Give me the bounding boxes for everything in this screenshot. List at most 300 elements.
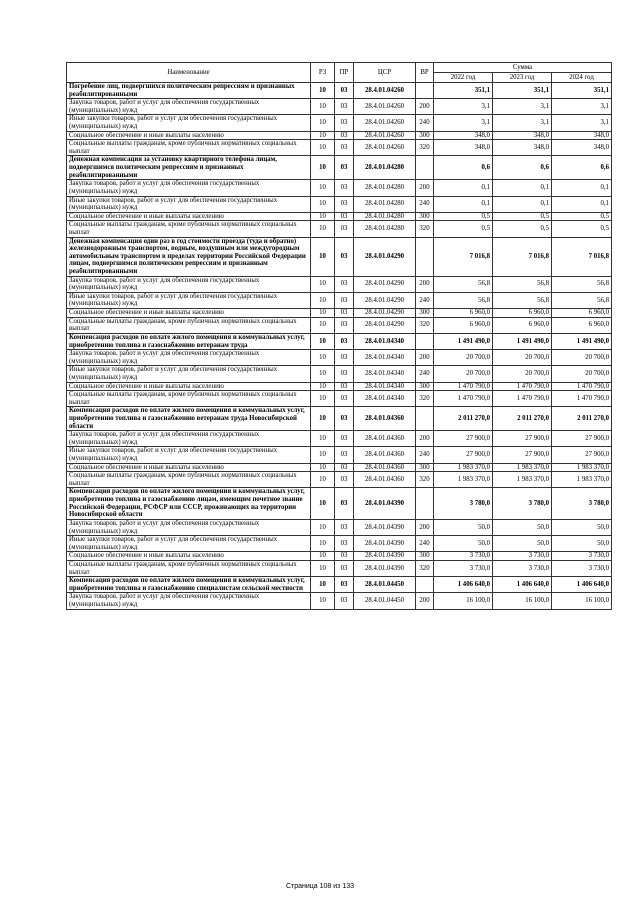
cell-2023: 50,0 bbox=[493, 536, 552, 552]
cell-2023: 20 700,0 bbox=[493, 366, 552, 382]
cell-2023: 0,5 bbox=[493, 212, 552, 221]
cell-name: Социальное обеспечение и иные выплаты населению bbox=[67, 552, 311, 561]
cell-csr: 28.4.01.04280 bbox=[354, 180, 416, 196]
cell-2023: 1 470 790,0 bbox=[493, 382, 552, 391]
cell-2024: 348,0 bbox=[552, 140, 612, 156]
cell-csr: 28.4.01.04360 bbox=[354, 431, 416, 447]
cell-2022: 0,1 bbox=[434, 196, 493, 212]
cell-csr: 28.4.01.04360 bbox=[354, 407, 416, 431]
cell-vr: 240 bbox=[416, 447, 434, 463]
cell-vr: 240 bbox=[416, 196, 434, 212]
table-row bbox=[67, 317, 612, 333]
cell-name: Закупка товаров, работ и услуг для обеспечения государственных (муниципальных) нужд bbox=[67, 519, 311, 535]
cell-csr: 28.4.01.04260 bbox=[354, 99, 416, 115]
cell-2024: 1 470 790,0 bbox=[552, 391, 612, 407]
cell-pr: 03 bbox=[335, 472, 354, 488]
cell-2022: 3,1 bbox=[434, 99, 493, 115]
cell-rz: 10 bbox=[311, 472, 335, 488]
cell-vr: 300 bbox=[416, 309, 434, 318]
table-row bbox=[67, 519, 612, 535]
cell-pr: 03 bbox=[335, 333, 354, 349]
cell-2023: 27 900,0 bbox=[493, 431, 552, 447]
cell-pr: 03 bbox=[335, 317, 354, 333]
cell-2022: 27 900,0 bbox=[434, 431, 493, 447]
cell-2022: 1 491 490,0 bbox=[434, 333, 493, 349]
cell-2023: 3,1 bbox=[493, 115, 552, 131]
cell-pr: 03 bbox=[335, 237, 354, 276]
cell-2023: 1 983 370,0 bbox=[493, 472, 552, 488]
header-sum: Сумма bbox=[434, 63, 612, 73]
cell-pr: 03 bbox=[335, 83, 354, 99]
cell-vr: 320 bbox=[416, 391, 434, 407]
cell-rz: 10 bbox=[311, 99, 335, 115]
cell-csr: 28.4.01.04390 bbox=[354, 552, 416, 561]
cell-csr: 28.4.01.04260 bbox=[354, 140, 416, 156]
header-csr: ЦСР bbox=[354, 63, 416, 83]
table-row bbox=[67, 115, 612, 131]
cell-csr: 28.4.01.04260 bbox=[354, 131, 416, 140]
cell-pr: 03 bbox=[335, 593, 354, 609]
cell-2022: 3,1 bbox=[434, 115, 493, 131]
cell-2023: 6 960,0 bbox=[493, 309, 552, 318]
cell-2023: 3 780,0 bbox=[493, 488, 552, 519]
cell-2023: 1 406 640,0 bbox=[493, 577, 552, 593]
cell-name: Компенсация расходов по оплате жилого помещения и коммунальных услуг, приобретению топлива и газоснабжению ветеранам труда Новосибирской области bbox=[67, 407, 311, 431]
table-row bbox=[67, 276, 612, 292]
header-rz: РЗ bbox=[311, 63, 335, 83]
cell-csr: 28.4.01.04450 bbox=[354, 577, 416, 593]
cell-csr: 28.4.01.04390 bbox=[354, 519, 416, 535]
cell-name: Социальные выплаты гражданам, кроме публичных нормативных социальных выплат bbox=[67, 140, 311, 156]
cell-name: Компенсация расходов по оплате жилого помещения и коммунальных услуг, приобретению топлива и газоснабжению специалистам сельской местности bbox=[67, 577, 311, 593]
cell-2023: 27 900,0 bbox=[493, 447, 552, 463]
cell-name: Погребение лиц, подвергшихся политическим репрессиям и признанных реабилитированными bbox=[67, 83, 311, 99]
budget-table bbox=[66, 62, 612, 610]
cell-csr: 28.4.01.04290 bbox=[354, 309, 416, 318]
cell-rz: 10 bbox=[311, 292, 335, 308]
cell-2022: 27 900,0 bbox=[434, 447, 493, 463]
cell-2022: 50,0 bbox=[434, 536, 493, 552]
table-row bbox=[67, 593, 612, 609]
cell-2024: 6 960,0 bbox=[552, 309, 612, 318]
cell-pr: 03 bbox=[335, 577, 354, 593]
table-row bbox=[67, 221, 612, 237]
cell-2023: 2 011 270,0 bbox=[493, 407, 552, 431]
cell-2023: 1 983 370,0 bbox=[493, 463, 552, 472]
cell-csr: 28.4.01.04390 bbox=[354, 536, 416, 552]
cell-pr: 03 bbox=[335, 391, 354, 407]
table-row bbox=[67, 536, 612, 552]
cell-2024: 50,0 bbox=[552, 519, 612, 535]
cell-csr: 28.4.01.04260 bbox=[354, 83, 416, 99]
cell-csr: 28.4.01.04360 bbox=[354, 447, 416, 463]
cell-2023: 348,0 bbox=[493, 140, 552, 156]
table-row-section bbox=[67, 407, 612, 431]
cell-pr: 03 bbox=[335, 447, 354, 463]
cell-rz: 10 bbox=[311, 593, 335, 609]
cell-vr: 320 bbox=[416, 140, 434, 156]
cell-name: Социальные выплаты гражданам, кроме публичных нормативных социальных выплат bbox=[67, 560, 311, 576]
cell-rz: 10 bbox=[311, 391, 335, 407]
cell-vr: 200 bbox=[416, 519, 434, 535]
cell-name: Социальное обеспечение и иные выплаты населению bbox=[67, 131, 311, 140]
cell-vr bbox=[416, 237, 434, 276]
cell-2024: 348,0 bbox=[552, 131, 612, 140]
cell-vr: 240 bbox=[416, 366, 434, 382]
cell-pr: 03 bbox=[335, 350, 354, 366]
cell-2023: 3 730,0 bbox=[493, 552, 552, 561]
table-row-section bbox=[67, 83, 612, 99]
cell-rz: 10 bbox=[311, 309, 335, 318]
table-row-section bbox=[67, 237, 612, 276]
cell-2024: 27 900,0 bbox=[552, 431, 612, 447]
table-row bbox=[67, 131, 612, 140]
cell-rz: 10 bbox=[311, 115, 335, 131]
cell-2024: 3 730,0 bbox=[552, 552, 612, 561]
cell-2024: 1 983 370,0 bbox=[552, 463, 612, 472]
cell-rz: 10 bbox=[311, 131, 335, 140]
cell-2024: 1 491 490,0 bbox=[552, 333, 612, 349]
cell-vr: 300 bbox=[416, 131, 434, 140]
cell-csr: 28.4.01.04280 bbox=[354, 212, 416, 221]
cell-2022: 1 983 370,0 bbox=[434, 472, 493, 488]
cell-rz: 10 bbox=[311, 560, 335, 576]
cell-2023: 16 100,0 bbox=[493, 593, 552, 609]
cell-2022: 20 700,0 bbox=[434, 366, 493, 382]
cell-2022: 351,1 bbox=[434, 83, 493, 99]
cell-rz: 10 bbox=[311, 577, 335, 593]
cell-csr: 28.4.01.04390 bbox=[354, 560, 416, 576]
cell-2023: 0,5 bbox=[493, 221, 552, 237]
cell-2023: 1 491 490,0 bbox=[493, 333, 552, 349]
cell-pr: 03 bbox=[335, 488, 354, 519]
cell-rz: 10 bbox=[311, 140, 335, 156]
cell-2023: 56,8 bbox=[493, 276, 552, 292]
cell-vr: 200 bbox=[416, 593, 434, 609]
cell-vr: 200 bbox=[416, 180, 434, 196]
cell-name: Закупка товаров, работ и услуг для обеспечения государственных (муниципальных) нужд bbox=[67, 180, 311, 196]
cell-csr: 28.4.01.04360 bbox=[354, 472, 416, 488]
cell-vr bbox=[416, 407, 434, 431]
cell-rz: 10 bbox=[311, 407, 335, 431]
cell-rz: 10 bbox=[311, 317, 335, 333]
cell-csr: 28.4.01.04360 bbox=[354, 463, 416, 472]
cell-2023: 6 960,0 bbox=[493, 317, 552, 333]
cell-2024: 1 983 370,0 bbox=[552, 472, 612, 488]
cell-2023: 351,1 bbox=[493, 83, 552, 99]
cell-2022: 6 960,0 bbox=[434, 309, 493, 318]
cell-name: Иные закупки товаров, работ и услуг для обеспечения государственных (муниципальных) нужд bbox=[67, 536, 311, 552]
table-row bbox=[67, 560, 612, 576]
cell-pr: 03 bbox=[335, 560, 354, 576]
cell-2022: 3 780,0 bbox=[434, 488, 493, 519]
cell-pr: 03 bbox=[335, 292, 354, 308]
cell-pr: 03 bbox=[335, 463, 354, 472]
cell-rz: 10 bbox=[311, 180, 335, 196]
cell-csr: 28.4.01.04280 bbox=[354, 196, 416, 212]
cell-2023: 50,0 bbox=[493, 519, 552, 535]
cell-name: Социальные выплаты гражданам, кроме публичных нормативных социальных выплат bbox=[67, 221, 311, 237]
cell-rz: 10 bbox=[311, 536, 335, 552]
table-row bbox=[67, 463, 612, 472]
cell-pr: 03 bbox=[335, 276, 354, 292]
cell-2022: 1 470 790,0 bbox=[434, 391, 493, 407]
cell-name: Социальное обеспечение и иные выплаты населению bbox=[67, 212, 311, 221]
cell-name: Закупка товаров, работ и услуг для обеспечения государственных (муниципальных) нужд bbox=[67, 593, 311, 609]
cell-vr: 200 bbox=[416, 99, 434, 115]
cell-rz: 10 bbox=[311, 156, 335, 180]
table-row bbox=[67, 180, 612, 196]
cell-pr: 03 bbox=[335, 407, 354, 431]
table-row bbox=[67, 472, 612, 488]
cell-vr: 300 bbox=[416, 463, 434, 472]
cell-2024: 3 730,0 bbox=[552, 560, 612, 576]
cell-name: Закупка товаров, работ и услуг для обеспечения государственных (муниципальных) нужд bbox=[67, 431, 311, 447]
cell-pr: 03 bbox=[335, 156, 354, 180]
cell-csr: 28.4.01.04290 bbox=[354, 292, 416, 308]
cell-vr: 320 bbox=[416, 472, 434, 488]
cell-2022: 6 960,0 bbox=[434, 317, 493, 333]
cell-rz: 10 bbox=[311, 221, 335, 237]
cell-2023: 20 700,0 bbox=[493, 350, 552, 366]
table-row bbox=[67, 99, 612, 115]
cell-2024: 50,0 bbox=[552, 536, 612, 552]
cell-pr: 03 bbox=[335, 536, 354, 552]
table-row bbox=[67, 350, 612, 366]
cell-rz: 10 bbox=[311, 463, 335, 472]
cell-vr: 200 bbox=[416, 350, 434, 366]
cell-name: Закупка товаров, работ и услуг для обеспечения государственных (муниципальных) нужд bbox=[67, 276, 311, 292]
cell-vr bbox=[416, 83, 434, 99]
cell-name: Иные закупки товаров, работ и услуг для обеспечения государственных (муниципальных) нужд bbox=[67, 292, 311, 308]
cell-2022: 1 406 640,0 bbox=[434, 577, 493, 593]
cell-vr: 300 bbox=[416, 552, 434, 561]
cell-rz: 10 bbox=[311, 447, 335, 463]
cell-2022: 7 016,8 bbox=[434, 237, 493, 276]
cell-name: Денежная компенсация один раз в год стоимости проезда (туда и обратно) железнодорожным транспортом, водным, воздушным или междугородным автомобильным транспортом в пределах территории Российской Федерации лицам, подвергшимся политическим репрессиям и признанным реабилитированными bbox=[67, 237, 311, 276]
cell-2024: 6 960,0 bbox=[552, 317, 612, 333]
cell-2022: 0,5 bbox=[434, 221, 493, 237]
cell-pr: 03 bbox=[335, 140, 354, 156]
table-row-section bbox=[67, 577, 612, 593]
cell-pr: 03 bbox=[335, 180, 354, 196]
cell-2022: 50,0 bbox=[434, 519, 493, 535]
cell-name: Иные закупки товаров, работ и услуг для обеспечения государственных (муниципальных) нужд bbox=[67, 196, 311, 212]
cell-vr: 240 bbox=[416, 536, 434, 552]
cell-vr: 300 bbox=[416, 212, 434, 221]
cell-pr: 03 bbox=[335, 519, 354, 535]
cell-pr: 03 bbox=[335, 196, 354, 212]
cell-2022: 20 700,0 bbox=[434, 350, 493, 366]
cell-2022: 1 470 790,0 bbox=[434, 382, 493, 391]
header-name: Наименование bbox=[67, 63, 311, 83]
cell-pr: 03 bbox=[335, 212, 354, 221]
header-2023: 2023 год bbox=[493, 73, 552, 83]
cell-2022: 56,8 bbox=[434, 276, 493, 292]
cell-2023: 0,1 bbox=[493, 180, 552, 196]
cell-rz: 10 bbox=[311, 552, 335, 561]
table-row bbox=[67, 212, 612, 221]
cell-pr: 03 bbox=[335, 99, 354, 115]
cell-2024: 1 406 640,0 bbox=[552, 577, 612, 593]
cell-name: Социальное обеспечение и иные выплаты населению bbox=[67, 463, 311, 472]
cell-rz: 10 bbox=[311, 237, 335, 276]
cell-name: Компенсация расходов по оплате жилого помещения и коммунальных услуг, приобретению топлива и газоснабжению ветеранам труда bbox=[67, 333, 311, 349]
cell-pr: 03 bbox=[335, 309, 354, 318]
cell-2024: 20 700,0 bbox=[552, 350, 612, 366]
cell-2024: 56,8 bbox=[552, 276, 612, 292]
cell-pr: 03 bbox=[335, 221, 354, 237]
cell-2024: 27 900,0 bbox=[552, 447, 612, 463]
cell-csr: 28.4.01.04390 bbox=[354, 488, 416, 519]
cell-2023: 0,1 bbox=[493, 196, 552, 212]
cell-pr: 03 bbox=[335, 366, 354, 382]
table-row bbox=[67, 140, 612, 156]
cell-2024: 16 100,0 bbox=[552, 593, 612, 609]
cell-name: Закупка товаров, работ и услуг для обеспечения государственных (муниципальных) нужд bbox=[67, 99, 311, 115]
cell-2022: 1 983 370,0 bbox=[434, 463, 493, 472]
cell-2022: 56,8 bbox=[434, 292, 493, 308]
cell-name: Закупка товаров, работ и услуг для обеспечения государственных (муниципальных) нужд bbox=[67, 350, 311, 366]
cell-rz: 10 bbox=[311, 382, 335, 391]
cell-2024: 0,5 bbox=[552, 212, 612, 221]
cell-name: Социальное обеспечение и иные выплаты населению bbox=[67, 382, 311, 391]
cell-rz: 10 bbox=[311, 333, 335, 349]
cell-2024: 3,1 bbox=[552, 99, 612, 115]
cell-2024: 20 700,0 bbox=[552, 366, 612, 382]
cell-pr: 03 bbox=[335, 382, 354, 391]
cell-rz: 10 bbox=[311, 276, 335, 292]
cell-2024: 0,1 bbox=[552, 180, 612, 196]
table-row bbox=[67, 196, 612, 212]
cell-name: Социальное обеспечение и иные выплаты населению bbox=[67, 309, 311, 318]
cell-pr: 03 bbox=[335, 115, 354, 131]
cell-name: Социальные выплаты гражданам, кроме публичных нормативных социальных выплат bbox=[67, 317, 311, 333]
cell-vr: 300 bbox=[416, 382, 434, 391]
cell-2023: 7 016,8 bbox=[493, 237, 552, 276]
cell-name: Иные закупки товаров, работ и услуг для обеспечения государственных (муниципальных) нужд bbox=[67, 366, 311, 382]
cell-rz: 10 bbox=[311, 350, 335, 366]
cell-2023: 3 730,0 bbox=[493, 560, 552, 576]
cell-pr: 03 bbox=[335, 552, 354, 561]
cell-csr: 28.4.01.04340 bbox=[354, 333, 416, 349]
cell-csr: 28.4.01.04450 bbox=[354, 593, 416, 609]
cell-vr: 240 bbox=[416, 292, 434, 308]
cell-rz: 10 bbox=[311, 431, 335, 447]
cell-csr: 28.4.01.04340 bbox=[354, 382, 416, 391]
cell-name: Социальные выплаты гражданам, кроме публичных нормативных социальных выплат bbox=[67, 391, 311, 407]
cell-vr: 240 bbox=[416, 115, 434, 131]
cell-csr: 28.4.01.04340 bbox=[354, 366, 416, 382]
table-row bbox=[67, 382, 612, 391]
cell-2024: 56,8 bbox=[552, 292, 612, 308]
cell-csr: 28.4.01.04280 bbox=[354, 156, 416, 180]
cell-2022: 0,6 bbox=[434, 156, 493, 180]
cell-vr: 200 bbox=[416, 431, 434, 447]
table-row bbox=[67, 391, 612, 407]
table-row bbox=[67, 309, 612, 318]
cell-vr bbox=[416, 156, 434, 180]
cell-rz: 10 bbox=[311, 83, 335, 99]
table-row-section bbox=[67, 333, 612, 349]
cell-csr: 28.4.01.04340 bbox=[354, 350, 416, 366]
cell-2024: 7 016,8 bbox=[552, 237, 612, 276]
cell-2022: 3 730,0 bbox=[434, 560, 493, 576]
cell-name: Денежная компенсация за установку квартирного телефона лицам, подвергшимся политическим репрессиям и признанных реабилитированными bbox=[67, 156, 311, 180]
cell-2023: 56,8 bbox=[493, 292, 552, 308]
cell-2024: 0,1 bbox=[552, 196, 612, 212]
cell-vr: 320 bbox=[416, 221, 434, 237]
cell-vr bbox=[416, 333, 434, 349]
table-row bbox=[67, 552, 612, 561]
table-row bbox=[67, 292, 612, 308]
cell-2022: 3 730,0 bbox=[434, 552, 493, 561]
cell-vr: 320 bbox=[416, 317, 434, 333]
cell-2022: 2 011 270,0 bbox=[434, 407, 493, 431]
cell-csr: 28.4.01.04340 bbox=[354, 391, 416, 407]
header-pr: ПР bbox=[335, 63, 354, 83]
cell-2024: 2 011 270,0 bbox=[552, 407, 612, 431]
cell-csr: 28.4.01.04260 bbox=[354, 115, 416, 131]
cell-pr: 03 bbox=[335, 131, 354, 140]
cell-vr: 200 bbox=[416, 276, 434, 292]
cell-2024: 3 780,0 bbox=[552, 488, 612, 519]
table-row-section bbox=[67, 488, 612, 519]
header-2022: 2022 год bbox=[434, 73, 493, 83]
cell-2022: 0,1 bbox=[434, 180, 493, 196]
cell-2023: 3,1 bbox=[493, 99, 552, 115]
cell-rz: 10 bbox=[311, 488, 335, 519]
cell-2022: 348,0 bbox=[434, 131, 493, 140]
cell-csr: 28.4.01.04280 bbox=[354, 221, 416, 237]
cell-csr: 28.4.01.04290 bbox=[354, 276, 416, 292]
cell-csr: 28.4.01.04290 bbox=[354, 237, 416, 276]
cell-2024: 0,6 bbox=[552, 156, 612, 180]
cell-2024: 351,1 bbox=[552, 83, 612, 99]
cell-rz: 10 bbox=[311, 196, 335, 212]
cell-name: Иные закупки товаров, работ и услуг для обеспечения государственных (муниципальных) нужд bbox=[67, 115, 311, 131]
cell-rz: 10 bbox=[311, 212, 335, 221]
cell-vr: 320 bbox=[416, 560, 434, 576]
header-2024: 2024 год bbox=[552, 73, 612, 83]
cell-vr bbox=[416, 577, 434, 593]
cell-2024: 3,1 bbox=[552, 115, 612, 131]
cell-vr bbox=[416, 488, 434, 519]
table-row bbox=[67, 366, 612, 382]
cell-2024: 1 470 790,0 bbox=[552, 382, 612, 391]
table-row bbox=[67, 447, 612, 463]
cell-name: Социальные выплаты гражданам, кроме публичных нормативных социальных выплат bbox=[67, 472, 311, 488]
cell-2024: 0,5 bbox=[552, 221, 612, 237]
page-number: Страница 108 из 133 bbox=[285, 883, 355, 890]
cell-2023: 1 470 790,0 bbox=[493, 391, 552, 407]
table-body bbox=[67, 83, 612, 610]
cell-name: Иные закупки товаров, работ и услуг для обеспечения государственных (муниципальных) нужд bbox=[67, 447, 311, 463]
cell-2023: 348,0 bbox=[493, 131, 552, 140]
cell-2023: 0,6 bbox=[493, 156, 552, 180]
table-row bbox=[67, 431, 612, 447]
cell-csr: 28.4.01.04290 bbox=[354, 317, 416, 333]
cell-2022: 16 100,0 bbox=[434, 593, 493, 609]
cell-name: Компенсация расходов по оплате жилого помещения и коммунальных услуг, приобретению топлива и газоснабжению лицам, имеющим почетное звание Российской Федерации, РСФСР или СССР, проживающих на территории Новосибирской области bbox=[67, 488, 311, 519]
cell-2022: 348,0 bbox=[434, 140, 493, 156]
cell-pr: 03 bbox=[335, 431, 354, 447]
table-row-section bbox=[67, 156, 612, 180]
cell-rz: 10 bbox=[311, 366, 335, 382]
header-vr: ВР bbox=[416, 63, 434, 83]
cell-2022: 0,5 bbox=[434, 212, 493, 221]
cell-rz: 10 bbox=[311, 519, 335, 535]
